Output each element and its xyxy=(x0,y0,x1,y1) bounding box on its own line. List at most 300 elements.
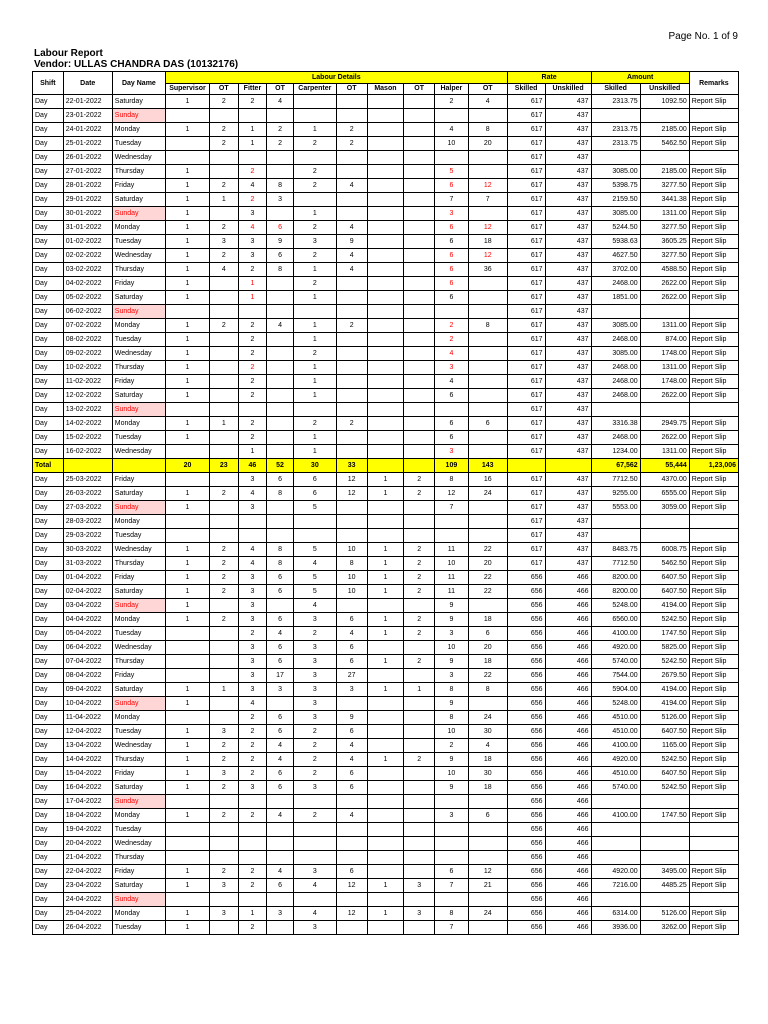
cell-sup: 1 xyxy=(165,375,209,389)
cell-hal_ot: 24 xyxy=(468,487,507,501)
cell-rate_u: 466 xyxy=(545,851,591,865)
cell-rate_s: 656 xyxy=(507,599,545,613)
cell-day: Thursday xyxy=(112,753,165,767)
cell-fit: 1 xyxy=(238,137,267,151)
cell-day: Monday xyxy=(112,417,165,431)
cell-fit_ot xyxy=(267,375,294,389)
cell-amt_u: 3495.00 xyxy=(640,865,689,879)
cell-remarks xyxy=(689,837,738,851)
cell-mas_ot xyxy=(404,151,435,165)
cell-hal: 12 xyxy=(435,487,469,501)
cell-rate_s: 617 xyxy=(507,347,545,361)
cell-fit: 1 xyxy=(238,123,267,137)
cell-remarks: Report Slip xyxy=(689,753,738,767)
cell-amt_u xyxy=(640,403,689,417)
cell-day: Tuesday xyxy=(112,137,165,151)
table-row xyxy=(33,361,739,375)
cell-fit_ot: 6 xyxy=(267,767,294,781)
cell-remarks: Report Slip xyxy=(689,501,738,515)
cell-sup_ot xyxy=(209,501,238,515)
header-labour-details: Labour Details xyxy=(165,72,507,84)
table-row xyxy=(33,389,739,403)
cell-mas xyxy=(367,319,404,333)
cell-hal_ot: 12 xyxy=(468,249,507,263)
cell-mas xyxy=(367,235,404,249)
total-row xyxy=(33,459,739,473)
cell-mas xyxy=(367,711,404,725)
cell-amt_s xyxy=(591,851,640,865)
cell-hal xyxy=(435,529,469,543)
cell-sup xyxy=(165,627,209,641)
cell-date: 19-04-2022 xyxy=(63,823,112,837)
cell-hal_ot xyxy=(468,837,507,851)
cell-mas xyxy=(367,781,404,795)
cell-car_ot: 10 xyxy=(336,543,367,557)
cell-shift: Day xyxy=(33,333,64,347)
cell-shift: Day xyxy=(33,179,64,193)
cell-mas: 1 xyxy=(367,753,404,767)
cell-fit_ot: 6 xyxy=(267,641,294,655)
cell-remarks: Report Slip xyxy=(689,193,738,207)
cell-car_ot xyxy=(336,361,367,375)
cell-remarks: Report Slip xyxy=(689,249,738,263)
cell-sup: 1 xyxy=(165,95,209,109)
cell-remarks: Report Slip xyxy=(689,543,738,557)
cell-rate_u: 437 xyxy=(545,403,591,417)
cell-hal_ot: 6 xyxy=(468,417,507,431)
header-rate: Rate xyxy=(507,72,591,84)
header-remarks: Remarks xyxy=(689,72,738,95)
cell-fit: 2 xyxy=(238,417,267,431)
cell-hal_ot xyxy=(468,823,507,837)
cell-sup_ot: 2 xyxy=(209,557,238,571)
cell-sup_ot: 2 xyxy=(209,781,238,795)
cell-fit_ot xyxy=(267,529,294,543)
cell-day: Friday xyxy=(112,473,165,487)
cell-mas_ot xyxy=(404,795,435,809)
cell-mas_ot xyxy=(404,235,435,249)
cell-mas_ot xyxy=(404,445,435,459)
cell-day: Tuesday xyxy=(112,725,165,739)
cell-rate_s: 656 xyxy=(507,627,545,641)
labour-table xyxy=(32,71,739,935)
cell-rate_s: 617 xyxy=(507,137,545,151)
cell-shift: Day xyxy=(33,753,64,767)
cell-sup_ot xyxy=(209,627,238,641)
cell-car xyxy=(293,851,336,865)
cell-shift: Day xyxy=(33,837,64,851)
cell-car_ot xyxy=(336,837,367,851)
cell-sup_ot: 3 xyxy=(209,907,238,921)
cell-remarks: Report Slip xyxy=(689,907,738,921)
cell-day: Tuesday xyxy=(112,235,165,249)
cell-car_ot: 6 xyxy=(336,641,367,655)
cell-amt_s: 3085.00 xyxy=(591,319,640,333)
cell-remarks: Report Slip xyxy=(689,137,738,151)
cell-mas xyxy=(367,599,404,613)
cell-hal_ot xyxy=(468,389,507,403)
table-body xyxy=(33,95,739,935)
cell-amt_u xyxy=(640,109,689,123)
cell-car xyxy=(293,95,336,109)
cell-shift: Day xyxy=(33,669,64,683)
cell-fit_ot: 17 xyxy=(267,669,294,683)
cell-remarks: Report Slip xyxy=(689,445,738,459)
cell-sup: 1 xyxy=(165,907,209,921)
cell-remarks: 1,23,006 xyxy=(689,459,738,473)
cell-shift: Day xyxy=(33,893,64,907)
cell-hal: 6 xyxy=(435,291,469,305)
cell-rate_u: 466 xyxy=(545,725,591,739)
cell-amt_s xyxy=(591,823,640,837)
cell-shift: Day xyxy=(33,529,64,543)
cell-date: 15-04-2022 xyxy=(63,767,112,781)
cell-date: 26-01-2022 xyxy=(63,151,112,165)
cell-sup xyxy=(165,851,209,865)
cell-sup: 1 xyxy=(165,501,209,515)
cell-car_ot: 2 xyxy=(336,319,367,333)
cell-rate_s: 617 xyxy=(507,235,545,249)
cell-fit_ot xyxy=(267,109,294,123)
cell-date: 29-01-2022 xyxy=(63,193,112,207)
cell-shift: Day xyxy=(33,137,64,151)
cell-rate_s: 617 xyxy=(507,249,545,263)
cell-amt_s: 5248.00 xyxy=(591,599,640,613)
header-carpenter: Carpenter xyxy=(293,84,336,95)
cell-amt_s: 4627.50 xyxy=(591,249,640,263)
cell-sup xyxy=(165,837,209,851)
cell-shift: Day xyxy=(33,403,64,417)
cell-sup: 1 xyxy=(165,417,209,431)
cell-fit: 3 xyxy=(238,571,267,585)
cell-mas_ot: 2 xyxy=(404,627,435,641)
cell-mas xyxy=(367,403,404,417)
cell-fit xyxy=(238,151,267,165)
cell-sup xyxy=(165,529,209,543)
cell-sup: 1 xyxy=(165,739,209,753)
cell-rate_s: 656 xyxy=(507,879,545,893)
cell-amt_s: 7216.00 xyxy=(591,879,640,893)
cell-remarks xyxy=(689,403,738,417)
cell-fit xyxy=(238,795,267,809)
cell-rate_s: 617 xyxy=(507,277,545,291)
cell-sup_ot: 3 xyxy=(209,235,238,249)
cell-amt_s xyxy=(591,515,640,529)
cell-shift: Day xyxy=(33,865,64,879)
cell-rate_s: 617 xyxy=(507,403,545,417)
table-row xyxy=(33,599,739,613)
cell-date: 25-04-2022 xyxy=(63,907,112,921)
cell-rate_s: 656 xyxy=(507,837,545,851)
cell-day: Monday xyxy=(112,809,165,823)
cell-fit_ot xyxy=(267,389,294,403)
cell-day: Wednesday xyxy=(112,837,165,851)
cell-amt_u: 2949.75 xyxy=(640,417,689,431)
cell-shift: Day xyxy=(33,445,64,459)
cell-amt_u: 6008.75 xyxy=(640,543,689,557)
cell-mas xyxy=(367,417,404,431)
cell-fit: 2 xyxy=(238,389,267,403)
table-row xyxy=(33,473,739,487)
cell-rate_u: 466 xyxy=(545,585,591,599)
table-row xyxy=(33,501,739,515)
cell-sup xyxy=(165,515,209,529)
cell-sup_ot: 2 xyxy=(209,319,238,333)
cell-amt_u xyxy=(640,795,689,809)
cell-amt_s: 4510.00 xyxy=(591,711,640,725)
cell-remarks xyxy=(689,109,738,123)
cell-hal_ot: 30 xyxy=(468,725,507,739)
table-row xyxy=(33,879,739,893)
cell-rate_u: 437 xyxy=(545,375,591,389)
cell-rate_s: 617 xyxy=(507,375,545,389)
cell-amt_u: 5242.50 xyxy=(640,781,689,795)
cell-rate_s: 656 xyxy=(507,697,545,711)
cell-shift: Day xyxy=(33,375,64,389)
cell-date: 11-02-2022 xyxy=(63,375,112,389)
cell-sup_ot xyxy=(209,305,238,319)
cell-date: 29-03-2022 xyxy=(63,529,112,543)
cell-mas xyxy=(367,165,404,179)
cell-amt_u: 2185.00 xyxy=(640,123,689,137)
cell-hal_ot: 6 xyxy=(468,809,507,823)
cell-shift: Day xyxy=(33,487,64,501)
cell-amt_u: 5126.00 xyxy=(640,907,689,921)
cell-car_ot xyxy=(336,697,367,711)
cell-hal: 10 xyxy=(435,137,469,151)
cell-day: Tuesday xyxy=(112,627,165,641)
cell-sup_ot xyxy=(209,599,238,613)
cell-fit_ot xyxy=(267,277,294,291)
cell-fit_ot xyxy=(267,403,294,417)
cell-sup_ot: 2 xyxy=(209,221,238,235)
cell-rate_s: 617 xyxy=(507,389,545,403)
header-amount: Amount xyxy=(591,72,689,84)
cell-remarks: Report Slip xyxy=(689,557,738,571)
cell-fit_ot: 3 xyxy=(267,907,294,921)
table-row xyxy=(33,655,739,669)
cell-remarks: Report Slip xyxy=(689,473,738,487)
cell-rate_s: 656 xyxy=(507,921,545,935)
cell-day: Saturday xyxy=(112,585,165,599)
cell-day: Monday xyxy=(112,515,165,529)
cell-fit_ot: 6 xyxy=(267,879,294,893)
cell-remarks: Report Slip xyxy=(689,739,738,753)
cell-sup: 1 xyxy=(165,767,209,781)
cell-date: 28-03-2022 xyxy=(63,515,112,529)
cell-car: 3 xyxy=(293,683,336,697)
cell-mas xyxy=(367,277,404,291)
cell-car_ot: 4 xyxy=(336,739,367,753)
cell-amt_s xyxy=(591,529,640,543)
cell-car xyxy=(293,305,336,319)
cell-amt_s: 3085.00 xyxy=(591,207,640,221)
cell-car_ot: 6 xyxy=(336,781,367,795)
cell-hal: 11 xyxy=(435,585,469,599)
cell-day: Friday xyxy=(112,179,165,193)
cell-car_ot: 6 xyxy=(336,865,367,879)
cell-rate_u: 437 xyxy=(545,347,591,361)
cell-shift: Day xyxy=(33,879,64,893)
cell-fit: 2 xyxy=(238,375,267,389)
header-amount-unskilled: Unskilled xyxy=(640,84,689,95)
cell-amt_s: 67,562 xyxy=(591,459,640,473)
cell-shift: Day xyxy=(33,641,64,655)
cell-amt_s: 5938.63 xyxy=(591,235,640,249)
cell-mas xyxy=(367,697,404,711)
cell-amt_u: 1747.50 xyxy=(640,627,689,641)
cell-remarks: Report Slip xyxy=(689,375,738,389)
cell-sup xyxy=(165,109,209,123)
cell-remarks: Report Slip xyxy=(689,347,738,361)
cell-date: 30-01-2022 xyxy=(63,207,112,221)
cell-date: 10-02-2022 xyxy=(63,361,112,375)
cell-rate_u: 466 xyxy=(545,767,591,781)
cell-sup: 1 xyxy=(165,123,209,137)
cell-date: 24-04-2022 xyxy=(63,893,112,907)
cell-sup: 1 xyxy=(165,179,209,193)
cell-fit: 4 xyxy=(238,487,267,501)
cell-shift: Day xyxy=(33,781,64,795)
header-ot: OT xyxy=(404,84,435,95)
cell-date: 07-04-2022 xyxy=(63,655,112,669)
cell-rate_s: 656 xyxy=(507,585,545,599)
cell-amt_s: 2468.00 xyxy=(591,333,640,347)
cell-shift: Day xyxy=(33,235,64,249)
cell-amt_u: 4485.25 xyxy=(640,879,689,893)
cell-rate_s: 617 xyxy=(507,487,545,501)
cell-car xyxy=(293,515,336,529)
cell-fit_ot xyxy=(267,893,294,907)
cell-car: 2 xyxy=(293,347,336,361)
table-row xyxy=(33,123,739,137)
cell-remarks: Report Slip xyxy=(689,123,738,137)
cell-car_ot: 4 xyxy=(336,221,367,235)
cell-mas xyxy=(367,445,404,459)
cell-hal: 6 xyxy=(435,865,469,879)
cell-mas: 1 xyxy=(367,487,404,501)
cell-sup: 1 xyxy=(165,235,209,249)
cell-fit_ot: 6 xyxy=(267,585,294,599)
cell-mas_ot: 2 xyxy=(404,473,435,487)
cell-rate_u: 437 xyxy=(545,389,591,403)
cell-remarks: Report Slip xyxy=(689,333,738,347)
cell-shift: Day xyxy=(33,613,64,627)
header-ot: OT xyxy=(336,84,367,95)
cell-rate_s: 617 xyxy=(507,193,545,207)
cell-fit: 3 xyxy=(238,655,267,669)
cell-remarks: Report Slip xyxy=(689,431,738,445)
cell-date: 01-02-2022 xyxy=(63,235,112,249)
cell-fit: 2 xyxy=(238,347,267,361)
cell-rate_u: 466 xyxy=(545,711,591,725)
cell-mas xyxy=(367,263,404,277)
table-row xyxy=(33,291,739,305)
cell-day: Sunday xyxy=(112,403,165,417)
cell-hal: 9 xyxy=(435,613,469,627)
cell-amt_s xyxy=(591,403,640,417)
cell-rate_u: 466 xyxy=(545,921,591,935)
cell-car_ot: 12 xyxy=(336,907,367,921)
cell-sup xyxy=(165,305,209,319)
cell-amt_u: 1311.00 xyxy=(640,445,689,459)
cell-remarks: Report Slip xyxy=(689,655,738,669)
cell-sup_ot: 1 xyxy=(209,683,238,697)
cell-mas: 1 xyxy=(367,571,404,585)
cell-fit: 2 xyxy=(238,739,267,753)
cell-shift: Day xyxy=(33,543,64,557)
cell-sup_ot xyxy=(209,851,238,865)
cell-remarks: Report Slip xyxy=(689,627,738,641)
cell-mas_ot xyxy=(404,403,435,417)
cell-car_ot: 12 xyxy=(336,473,367,487)
cell-rate_u: 466 xyxy=(545,865,591,879)
cell-day: Monday xyxy=(112,907,165,921)
cell-sup_ot xyxy=(209,711,238,725)
cell-remarks: Report Slip xyxy=(689,599,738,613)
table-row xyxy=(33,277,739,291)
cell-sup_ot xyxy=(209,291,238,305)
cell-mas_ot: 2 xyxy=(404,543,435,557)
cell-rate_u: 437 xyxy=(545,487,591,501)
cell-shift: Day xyxy=(33,109,64,123)
cell-remarks: Report Slip xyxy=(689,571,738,585)
cell-amt_u: 5462.50 xyxy=(640,137,689,151)
cell-car: 2 xyxy=(293,725,336,739)
cell-amt_u: 1311.00 xyxy=(640,319,689,333)
table-row xyxy=(33,921,739,935)
cell-fit: 2 xyxy=(238,753,267,767)
cell-mas xyxy=(367,389,404,403)
cell-sup: 1 xyxy=(165,557,209,571)
cell-sup_ot xyxy=(209,333,238,347)
cell-amt_u xyxy=(640,515,689,529)
cell-mas xyxy=(367,823,404,837)
cell-mas_ot xyxy=(404,823,435,837)
cell-fit_ot: 8 xyxy=(267,487,294,501)
cell-fit: 2 xyxy=(238,725,267,739)
cell-amt_s: 8200.00 xyxy=(591,585,640,599)
cell-rate_s: 617 xyxy=(507,557,545,571)
cell-amt_u: 4588.50 xyxy=(640,263,689,277)
cell-sup: 1 xyxy=(165,431,209,445)
cell-mas: 1 xyxy=(367,907,404,921)
cell-amt_s: 4100.00 xyxy=(591,739,640,753)
cell-rate_u: 437 xyxy=(545,557,591,571)
cell-hal_ot: 24 xyxy=(468,711,507,725)
cell-rate_u: 437 xyxy=(545,123,591,137)
cell-date: 06-04-2022 xyxy=(63,641,112,655)
cell-fit_ot: 8 xyxy=(267,179,294,193)
cell-mas_ot xyxy=(404,739,435,753)
cell-hal xyxy=(435,823,469,837)
cell-rate_s: 656 xyxy=(507,669,545,683)
cell-rate_s: 617 xyxy=(507,473,545,487)
cell-fit_ot: 6 xyxy=(267,781,294,795)
cell-car_ot: 9 xyxy=(336,711,367,725)
cell-remarks: Report Slip xyxy=(689,725,738,739)
cell-hal xyxy=(435,109,469,123)
cell-mas xyxy=(367,305,404,319)
cell-hal: 2 xyxy=(435,95,469,109)
cell-day: Wednesday xyxy=(112,445,165,459)
cell-amt_s: 9255.00 xyxy=(591,487,640,501)
cell-hal_ot: 12 xyxy=(468,179,507,193)
cell-rate_s: 656 xyxy=(507,809,545,823)
cell-hal_ot xyxy=(468,795,507,809)
cell-shift: Day xyxy=(33,249,64,263)
table-row xyxy=(33,697,739,711)
